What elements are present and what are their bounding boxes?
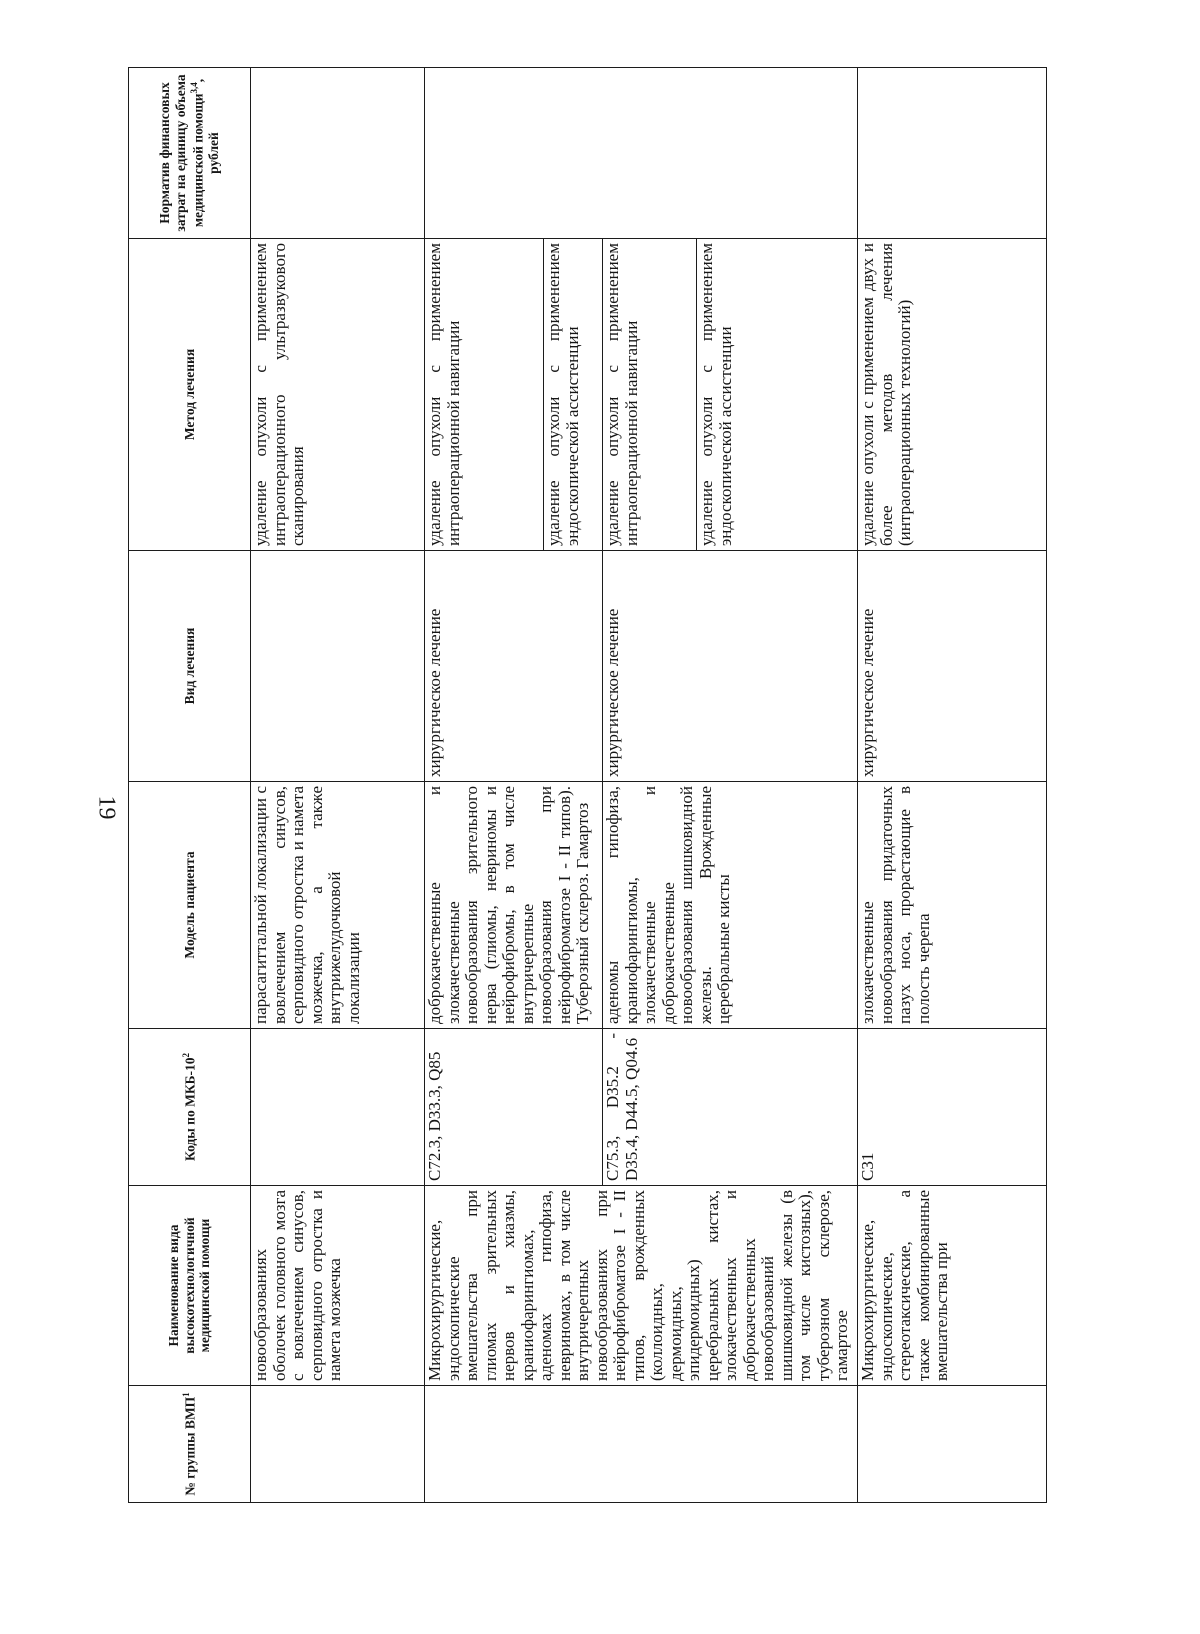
- model-cell: аденомы гипофиза, краниофарингиомы, злокачественные и доброкачественные новообразования шишковидной железы. Врожденные церебральные кисты: [603, 782, 858, 1029]
- norm-cell: [858, 68, 1047, 239]
- model-cell: парасагиттальной локализации с вовлечением синусов, серповидного отростка и намета мозжечка, а также внутрижелудочковой локализации: [251, 782, 425, 1029]
- header-model: Модель пациента: [129, 782, 251, 1029]
- codes-cell: C72.3, D33.3, Q85: [425, 1029, 603, 1186]
- method-cell: удаление опухоли с применением интраоперационной навигации: [603, 239, 697, 551]
- codes-cell: [251, 1029, 425, 1186]
- table-row: [251, 68, 425, 1503]
- group-cell: [251, 1386, 425, 1503]
- method-cell: удаление опухоли с применением интраоперационного ультразвукового сканирования: [251, 239, 425, 551]
- codes-cell: C75.3, D35.2 - D35.4, D44.5, Q04.6: [603, 1029, 858, 1186]
- group-cell: [858, 1386, 1047, 1503]
- group-cell: [425, 1386, 858, 1503]
- treatment-type-cell: хирургическое лечение: [858, 551, 1047, 782]
- name-cell: новообразованиях оболочек головного мозга с вовлечением синусов, серповидного отростка и намета мозжечка: [251, 1186, 425, 1386]
- header-method: Метод лечения: [129, 239, 251, 551]
- model-cell: злокачественные новообразования придаточных пазух носа, прорастающие в полость черепа: [858, 782, 1047, 1029]
- method-cell: удаление опухоли с применением двух и более методов лечения (интраоперационных технологий): [858, 239, 1047, 551]
- method-cell: удаление опухоли с применением эндоскопической ассистенции: [697, 239, 858, 551]
- name-cell: Микрохирургические, эндоскопические, стереотаксические, а также комбинированные вмешательства при: [858, 1186, 1047, 1386]
- table-row: [858, 68, 1047, 1503]
- table-header-row: [129, 68, 251, 1503]
- norm-cell: [425, 68, 858, 239]
- page-number: 19: [93, 795, 120, 820]
- treatment-type-cell: [251, 551, 425, 782]
- header-name: Наименование вида высокотехнологичной медицинской помощи: [129, 1186, 251, 1386]
- model-cell: доброкачественные и злокачественные новообразования зрительного нерва (глиомы, невриномы и нейрофибромы, в том числе внутричерепные новообразования при нейрофиброматозе I - II типов). Туберозный склероз. Гамартоз: [425, 782, 603, 1029]
- codes-cell: C31: [858, 1029, 1047, 1186]
- method-cell: удаление опухоли с применением эндоскопической ассистенции: [544, 239, 603, 551]
- header-group-no: № группы ВМП$^1$: [129, 1386, 251, 1503]
- rotated-table-container: [128, 68, 1046, 1503]
- norm-cell: [251, 68, 425, 239]
- method-cell: удаление опухоли с применением интраоперационной навигации: [425, 239, 544, 551]
- name-cell: Микрохирургические, эндоскопические вмешательства при глиомах зрительных нервов и хиазмы, краниофарингиомах, аденомах гипофиза, невриномах, в том числе внутричерепных новообразованиях при нейрофиброматозе I - II типов, врожденных (коллоидных, дермоидных, эпидермоидных) церебральных кистах, злокачественных и доброкачественных новообразований шишковидной железы (в том числе кистозных), туберозном склерозе, гамартозе: [425, 1186, 858, 1386]
- header-codes: Коды по МКБ-$10^2$: [129, 1029, 251, 1186]
- table-row: [425, 68, 544, 1503]
- header-norm: Норматив финансовых затрат на единицу объема медицинской помощи$^{3,4}$, рублей: [129, 68, 251, 239]
- vmp-table: [128, 67, 1047, 1503]
- treatment-type-cell: хирургическое лечение: [425, 551, 603, 782]
- treatment-type-cell: хирургическое лечение: [603, 551, 858, 782]
- header-treatment-type: Вид лечения: [129, 551, 251, 782]
